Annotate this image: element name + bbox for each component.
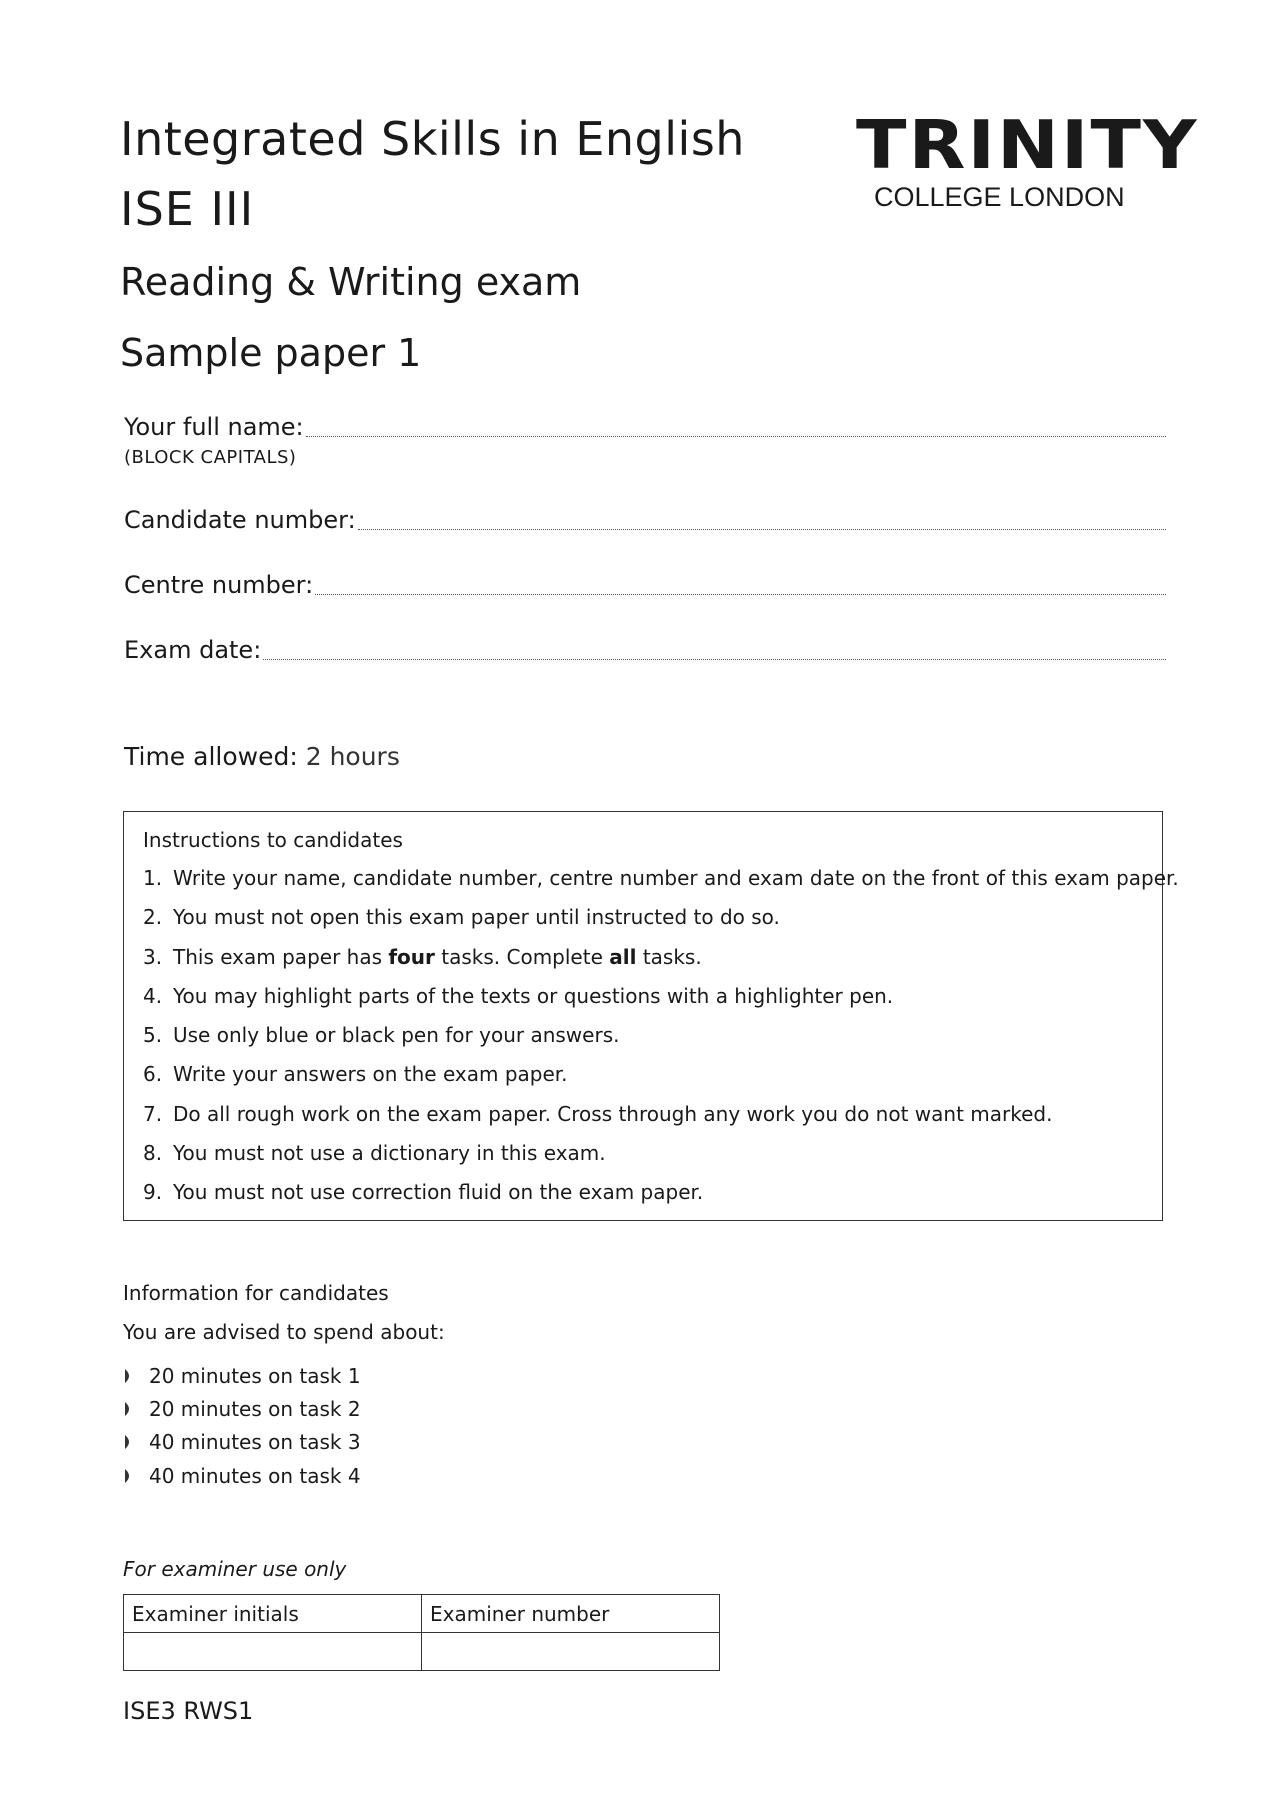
list-item: 20 minutes on task 1: [123, 1359, 361, 1392]
full-name-field[interactable]: [124, 413, 1166, 441]
information-intro: You are advised to spend about:: [123, 1320, 445, 1344]
list-item: 2. You must not open this exam paper until instructed to do so.: [143, 905, 780, 930]
list-item: 3. This exam paper has four tasks. Complete all tasks.: [143, 944, 702, 969]
centre-number-field[interactable]: [124, 571, 1166, 599]
bullet-icon: [125, 1435, 133, 1449]
list-item: 40 minutes on task 4: [123, 1459, 361, 1492]
examiner-number-cell[interactable]: [422, 1633, 720, 1671]
centre-number-line[interactable]: [315, 593, 1166, 595]
list-item: 7. Do all rough work on the exam paper. Cross through any work you do not want marked.: [143, 1101, 1053, 1126]
logo-subtitle: COLLEGE LONDON: [874, 182, 1125, 212]
time-allowed-value: 2 hours: [305, 742, 400, 771]
candidate-number-line[interactable]: [358, 528, 1166, 530]
trinity-logo: [856, 107, 1199, 213]
exam-date-label: Exam date:: [124, 636, 262, 664]
list-item: 20 minutes on task 2: [123, 1392, 361, 1425]
exam-level: ISE III: [120, 182, 255, 236]
list-item: 40 minutes on task 3: [123, 1426, 361, 1459]
paper-code: ISE3 RWS1: [123, 1697, 254, 1725]
block-capitals-note: (BLOCK CAPITALS): [124, 447, 297, 468]
exam-date-field[interactable]: [124, 636, 1166, 664]
bullet-icon: [125, 1469, 133, 1483]
examiner-table: [123, 1594, 720, 1671]
instructions-box: [123, 811, 1179, 1221]
information-title: Information for candidates: [123, 1281, 389, 1305]
time-allowed-label: Time allowed:: [124, 742, 298, 771]
exam-date-line[interactable]: [263, 658, 1166, 660]
logo-wordmark: TRINITY: [856, 107, 1199, 185]
centre-number-label: Centre number:: [124, 571, 314, 599]
time-allowed: [124, 742, 400, 771]
list-item: 1. Write your name, candidate number, centre number and exam date on the front of this exam paper.: [143, 866, 1179, 890]
document-title: Integrated Skills in English: [120, 112, 745, 166]
list-item: 5. Use only blue or black pen for your answers.: [143, 1023, 620, 1048]
examiner-initials-cell[interactable]: [124, 1633, 422, 1671]
full-name-label: Your full name:: [124, 413, 304, 441]
bullet-icon: [125, 1369, 133, 1383]
candidate-number-label: Candidate number:: [124, 506, 356, 534]
information-list: [123, 1359, 361, 1492]
list-item: 9. You must not use correction fluid on the exam paper.: [143, 1180, 704, 1205]
examiner-note: For examiner use only: [123, 1557, 347, 1581]
bullet-icon: [125, 1402, 133, 1416]
list-item: 6. Write your answers on the exam paper.: [143, 1062, 568, 1087]
list-item: 4. You may highlight parts of the texts or questions with a highlighter pen.: [143, 983, 894, 1008]
paper-name: Sample paper 1: [120, 331, 422, 375]
list-item: 8. You must not use a dictionary in this exam.: [143, 1141, 606, 1166]
instructions-title: Instructions to candidates: [143, 828, 403, 852]
candidate-number-field[interactable]: [124, 506, 1166, 534]
full-name-line[interactable]: [306, 435, 1166, 437]
examiner-number-header: Examiner number: [422, 1595, 720, 1633]
instructions-list: [143, 866, 1179, 1220]
examiner-initials-header: Examiner initials: [124, 1595, 422, 1633]
exam-name: Reading & Writing exam: [120, 260, 582, 304]
